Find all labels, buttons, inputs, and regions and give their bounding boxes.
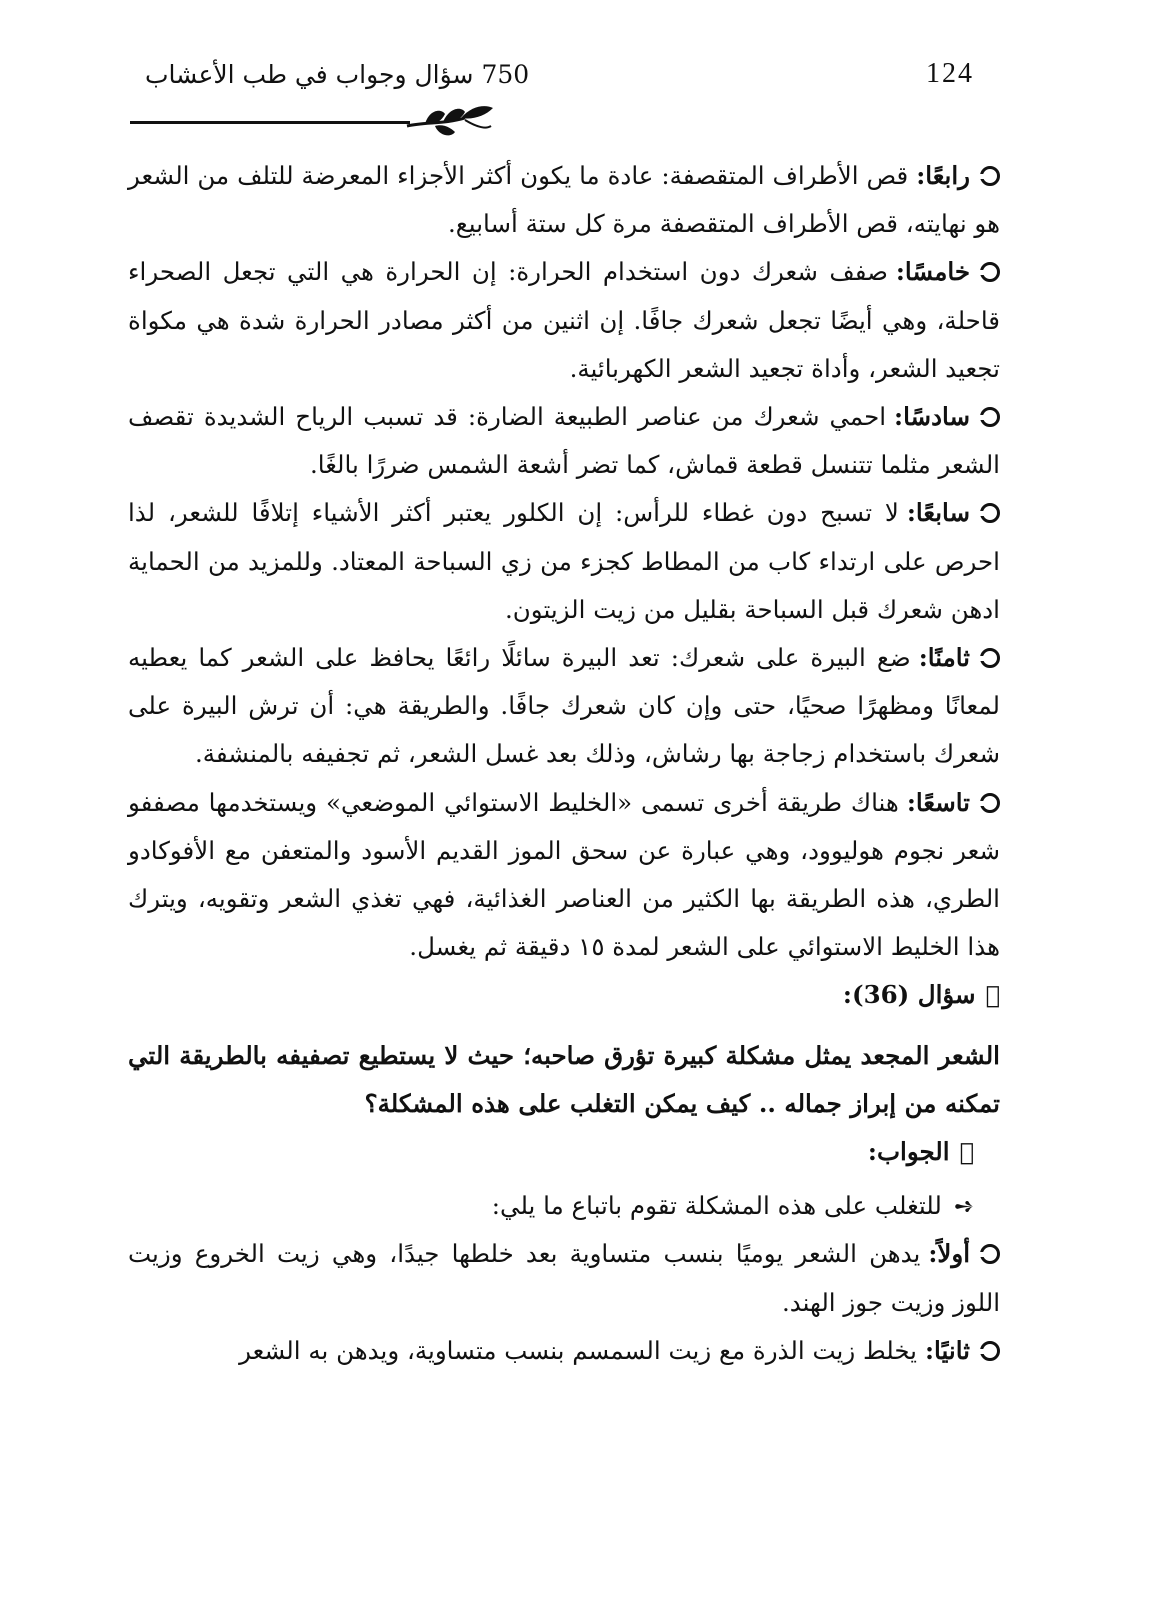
header-rule bbox=[130, 121, 410, 124]
circle-bullet-icon bbox=[980, 648, 1000, 668]
hand-arrow-icon: ➺ bbox=[953, 1192, 974, 1221]
answer-label: الجواب: bbox=[882, 1137, 964, 1167]
circle-bullet-icon bbox=[980, 1244, 1000, 1264]
item-label: ثامنًا: bbox=[918, 643, 970, 673]
item-label: سادسًا: bbox=[894, 402, 970, 432]
item-label: رابعًا: bbox=[916, 161, 970, 190]
apple-icon bbox=[960, 1128, 974, 1176]
circle-bullet-icon bbox=[980, 262, 1000, 282]
apple-icon bbox=[986, 971, 1000, 1019]
list-item bbox=[128, 152, 1000, 248]
page-body bbox=[128, 152, 1000, 1375]
list-item bbox=[128, 634, 1000, 779]
circle-bullet-icon bbox=[980, 166, 1000, 186]
list-item bbox=[128, 779, 1000, 972]
question-label: سؤال (36): bbox=[857, 980, 990, 1010]
circle-bullet-icon bbox=[980, 503, 1000, 523]
item-label: تاسعًا: bbox=[906, 787, 970, 817]
circle-bullet-icon bbox=[980, 407, 1000, 427]
item-text: يدهن الشعر يوميًا بنسب متساوية بعد خلطها جيدًا، وهي زيت الخروع وزيت اللوز وزيت جوز الهند. bbox=[128, 1239, 1000, 1317]
item-text: يخلط زيت الذرة مع زيت السمسم بنسب متساوية، ويدهن به الشعر bbox=[239, 1335, 917, 1365]
item-text: قص الأطراف المتقصفة: عادة ما يكون أكثر الأجزاء المعرضة للتلف من الشعر هو نهايته، قص الأطراف المتقصفة مرة كل ستة أسابيع. bbox=[128, 161, 1000, 239]
item-text: لا تسبح دون غطاء للرأس: إن الكلور يعتبر أكثر الأشياء إتلافًا للشعر، لذا احرص على ارتداء كاب من المطاط كجزء من زي السباحة المعتاد. وللمزيد من الحماية ادهن شعرك قبل السباحة بقليل من زيت الزيتون. bbox=[128, 498, 1000, 624]
item-text: ضع البيرة على شعرك: تعد البيرة سائلًا رائعًا يحافظ على الشعر كما يعطيه لمعانًا ومظهرًا صحيًا، حتى وإن كان شعرك جافًا. والطريقة هي: أن ترش البيرة على شعرك باستخدام زجاجة بها رشاش، وذلك بعد غسل الشعر، ثم تجفيفه بالمنشفة. bbox=[128, 643, 1000, 769]
list-item bbox=[128, 248, 1000, 393]
answer-intro bbox=[128, 1182, 1000, 1230]
page-number: 124 bbox=[926, 58, 974, 89]
list-item bbox=[128, 393, 1000, 489]
list-item bbox=[128, 489, 1000, 634]
item-text: هناك طريقة أخرى تسمى «الخليط الاستوائي الموضعي» ويستخدمها مصففو شعر نجوم هوليوود، وهي عبارة عن سحق الموز القديم الأسود والمتعفن مع الأفوكادو الطري، هذه الطريقة بها الكثير من العناصر الغذائية، فهي تغذي الشعر وتقويه، ويترك هذا الخليط الاستوائي على الشعر لمدة ١٥ دقيقة ثم يغسل. bbox=[128, 787, 1000, 962]
item-label: سابعًا: bbox=[906, 498, 970, 528]
item-text: احمي شعرك من عناصر الطبيعة الضارة: قد تسبب الرياح الشديدة تقصف الشعر مثلما تتنسل قطعة قماش، كما تضر أشعة الشمس ضررًا بالغًا. bbox=[128, 402, 1000, 480]
answer-item bbox=[128, 1327, 1000, 1375]
question-text: الشعر المجعد يمثل مشكلة كبيرة تؤرق صاحبه؛ حيث لا يستطيع تصفيفه بالطريقة التي تمكنه من إبراز جماله .. كيف يمكن التغلب على هذه المشكلة؟ bbox=[128, 1040, 1000, 1118]
question-heading bbox=[128, 971, 1000, 1019]
item-text: صفف شعرك دون استخدام الحرارة: إن الحرارة هي التي تجعل الصحراء قاحلة، وهي أيضًا تجعل شعرك جافًا. إن اثنين من أكثر مصادر الحرارة شدة هي مكواة تجعيد الشعر، وأداة تجعيد الشعر الكهربائية. bbox=[128, 257, 1000, 383]
circle-bullet-icon bbox=[980, 1341, 1000, 1361]
leaf-ornament-icon bbox=[405, 100, 497, 142]
running-title: 750 سؤال وجواب في طب الأعشاب bbox=[145, 60, 530, 89]
answer-intro-text: للتغلب على هذه المشكلة تقوم باتباع ما يلي: bbox=[491, 1191, 942, 1221]
item-label: خامسًا: bbox=[895, 257, 970, 287]
item-label: أولاً: bbox=[928, 1239, 970, 1269]
answer-heading bbox=[128, 1128, 1000, 1176]
circle-bullet-icon bbox=[980, 793, 1000, 813]
answer-item bbox=[128, 1230, 1000, 1326]
item-label: ثانيًا: bbox=[924, 1335, 970, 1365]
running-header bbox=[145, 58, 1000, 108]
